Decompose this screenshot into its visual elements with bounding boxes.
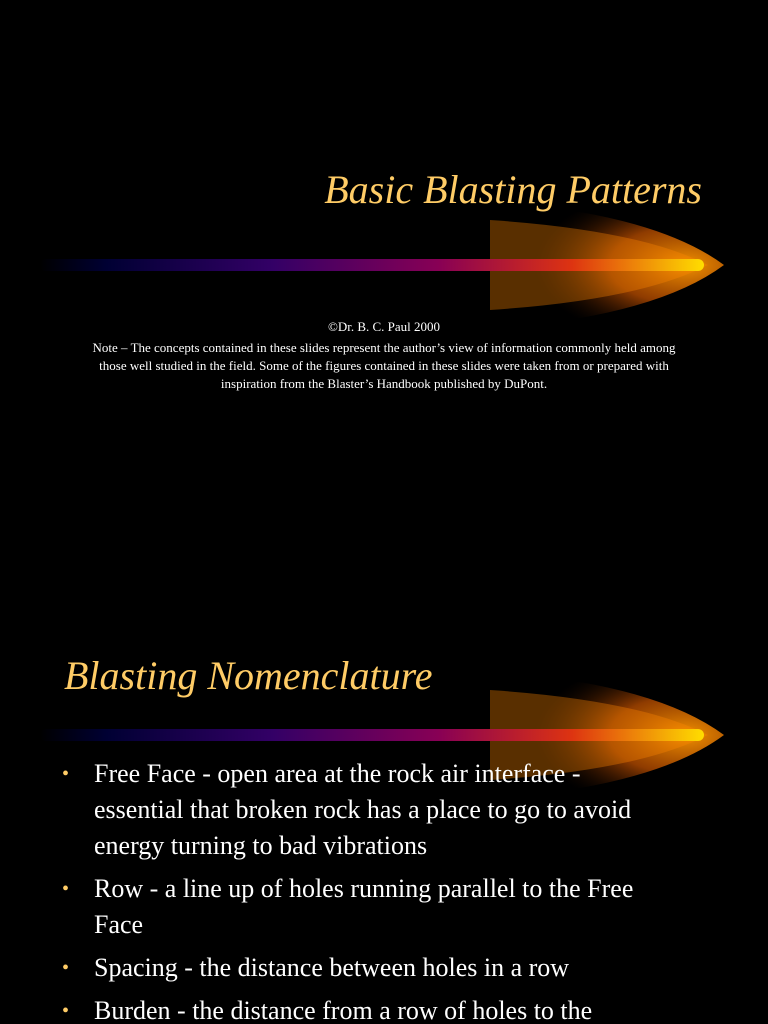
bullet-list xyxy=(62,756,672,1024)
list-item-text: Spacing - the distance between holes in a row xyxy=(94,953,570,982)
list-item-text: Free Face - open area at the rock air interface - essential that broken rock has a place to go to avoid energy turning to bad vibrations xyxy=(94,759,632,860)
copyright-text: ©Dr. B. C. Paul 2000 xyxy=(327,319,441,334)
note-text: Note – The concepts contained in these slides represent the author’s view of information commonly held among those well studied in the field. Some of the figures contained in these slides were taken from or prepared with inspiration from the Blaster’s Handbook published by DuPont. xyxy=(92,340,676,391)
slide-title-heading: Basic Blasting Patterns xyxy=(324,167,702,212)
bullet-icon: • xyxy=(62,1000,70,1022)
list-item xyxy=(62,950,672,986)
slide-nomenclature-heading: Blasting Nomenclature xyxy=(64,653,433,698)
bullet-icon: • xyxy=(62,763,70,785)
copyright-note xyxy=(84,318,684,393)
list-item xyxy=(62,871,672,943)
list-item-text: Burden - the distance from a row of holes to the xyxy=(94,996,593,1024)
list-item xyxy=(62,756,672,864)
slide-nomenclature xyxy=(0,512,768,1024)
bullet-icon: • xyxy=(62,957,70,979)
list-item xyxy=(62,993,672,1024)
bullet-icon: • xyxy=(62,878,70,900)
list-item-text: Row - a line up of holes running parallel to the Free Face xyxy=(94,874,634,939)
